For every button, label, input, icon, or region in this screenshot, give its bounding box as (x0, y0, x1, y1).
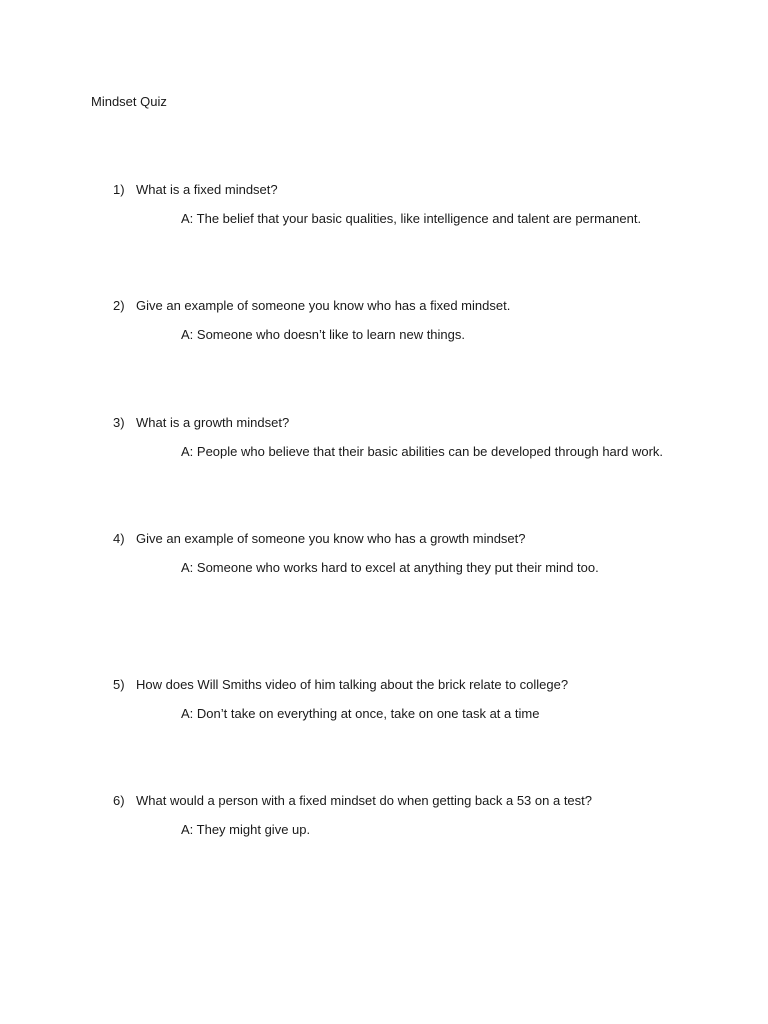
question-number: 3) (113, 415, 125, 430)
question-text: Give an example of someone you know who has a fixed mindset. (136, 298, 511, 313)
question-text: What would a person with a fixed mindset do when getting back a 53 on a test? (136, 793, 592, 808)
question-text: What is a fixed mindset? (136, 182, 278, 197)
question-text: What is a growth mindset? (136, 415, 290, 430)
answer-text: A: The belief that your basic qualities, like intelligence and talent are permanent. (181, 211, 642, 226)
answer-text: A: Someone who doesn’t like to learn new things. (181, 327, 466, 342)
answer-text: A: People who believe that their basic abilities can be developed through hard work. (181, 444, 664, 459)
question-text: Give an example of someone you know who has a growth mindset? (136, 531, 526, 546)
question-number: 6) (113, 793, 125, 808)
question-number: 1) (113, 182, 125, 197)
document-title: Mindset Quiz (91, 94, 167, 109)
question-number: 2) (113, 298, 125, 313)
answer-text: A: They might give up. (181, 822, 311, 837)
question-text: How does Will Smiths video of him talking about the brick relate to college? (136, 677, 569, 692)
answer-text: A: Don’t take on everything at once, take on one task at a time (181, 706, 540, 721)
answer-text: A: Someone who works hard to excel at anything they put their mind too. (181, 560, 599, 575)
question-number: 5) (113, 677, 125, 692)
question-number: 4) (113, 531, 125, 546)
